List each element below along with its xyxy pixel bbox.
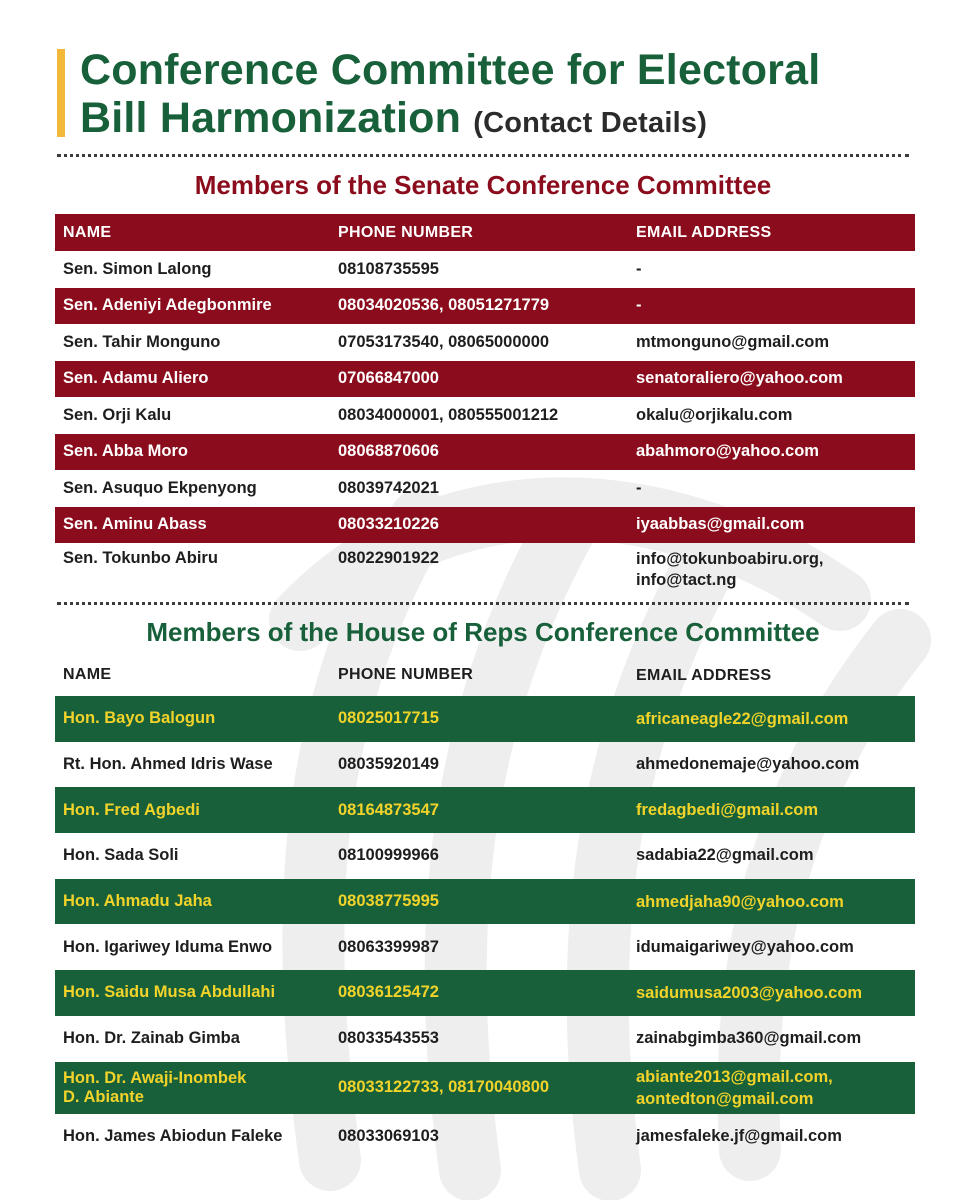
member-name: Hon. Sada Soli [63, 846, 179, 865]
column-header-phone: PHONE NUMBER [338, 666, 474, 683]
member-name [55, 1069, 338, 1107]
table-row [55, 1016, 915, 1062]
member-name: Sen. Abba Moro [63, 442, 188, 461]
title-line-2: Bill Harmonization [80, 94, 462, 142]
member-phone: 08033122733, 08170040800 [338, 1078, 550, 1096]
table-row [55, 361, 915, 398]
member-email: idumaigariwey@yahoo.com [636, 937, 854, 956]
column-header-phone: PHONE NUMBER [338, 223, 474, 241]
member-name: Sen. Asuquo Ekpenyong [63, 478, 257, 497]
member-email: sadabia22@gmail.com [636, 846, 814, 865]
member-phone: 08035920149 [338, 755, 439, 774]
house-section-heading: Members of the House of Reps Conference Committee [146, 617, 820, 647]
member-email: fredagbedi@gmail.com [636, 801, 819, 820]
member-name: Hon. Dr. Zainab Gimba [63, 1029, 240, 1048]
member-phone: 08068870606 [338, 442, 439, 461]
member-email [636, 549, 915, 591]
table-row [55, 434, 915, 471]
member-email-line-2: info@tact.ng [636, 571, 737, 589]
table-row [55, 1114, 915, 1160]
title-line-1: Conference Committee for Electoral [80, 46, 821, 94]
member-name: Rt. Hon. Ahmed Idris Wase [63, 755, 273, 774]
member-email [636, 1066, 915, 1110]
member-phone: 08063399987 [338, 937, 439, 956]
table-row [55, 742, 915, 788]
table-row [55, 470, 915, 507]
member-phone: 08022901922 [338, 549, 439, 567]
column-header-email: EMAIL ADDRESS [636, 666, 772, 684]
table-row [55, 507, 915, 544]
member-email: abahmoro@yahoo.com [636, 442, 819, 461]
member-name: Hon. Ahmadu Jaha [63, 892, 212, 911]
page-title [80, 46, 820, 147]
table-row [55, 879, 915, 925]
house-table [55, 654, 915, 1159]
divider-middle [57, 602, 909, 605]
member-name: Hon. Igariwey Iduma Enwo [63, 937, 273, 956]
member-email-line-1: abiante2013@gmail.com, [636, 1067, 833, 1086]
member-email-line-2: aontedton@gmail.com [636, 1089, 814, 1108]
member-email: - [636, 259, 642, 278]
member-email: zainabgimba360@gmail.com [636, 1029, 862, 1048]
member-name: Sen. Aminu Abass [63, 515, 207, 534]
column-header-name: NAME [63, 666, 112, 683]
member-phone: 08033069103 [338, 1126, 439, 1145]
member-phone: 08100999966 [338, 846, 439, 865]
member-email: senatoraliero@yahoo.com [636, 369, 843, 388]
table-row [55, 251, 915, 288]
member-name: Sen. Simon Lalong [63, 259, 212, 278]
member-email: saidumusa2003@yahoo.com [636, 983, 863, 1002]
member-email: - [636, 478, 642, 497]
member-email: africaneagle22@gmail.com [636, 709, 849, 728]
member-phone: 08034000001, 080555001212 [338, 405, 559, 424]
member-name: Hon. James Abiodun Faleke [63, 1126, 283, 1145]
member-name: Sen. Tahir Monguno [63, 332, 221, 351]
member-name: Sen. Tokunbo Abiru [63, 549, 218, 567]
table-row [55, 970, 915, 1016]
member-name: Hon. Fred Agbedi [63, 800, 200, 819]
title-accent-bar [57, 49, 65, 137]
member-name: Hon. Saidu Musa Abdullahi [63, 983, 276, 1002]
house-table-header [55, 654, 915, 696]
member-phone: 08039742021 [338, 478, 439, 497]
member-name: Sen. Orji Kalu [63, 405, 172, 424]
table-row [55, 696, 915, 742]
member-email: jamesfaleke.jf@gmail.com [636, 1126, 842, 1145]
member-phone: 07066847000 [338, 369, 439, 388]
member-email: ahmedonemaje@yahoo.com [636, 755, 860, 774]
member-phone: 08033210226 [338, 515, 439, 534]
member-name: Sen. Adeniyi Adegbonmire [63, 296, 272, 315]
member-email: ahmedjaha90@yahoo.com [636, 892, 844, 911]
table-row [55, 1062, 915, 1114]
table-row [55, 787, 915, 833]
member-phone: 07053173540, 08065000000 [338, 332, 550, 351]
member-email-line-1: info@tokunboabiru.org, [636, 550, 824, 568]
member-email: iyaabbas@gmail.com [636, 515, 805, 534]
member-phone: 08033543553 [338, 1029, 439, 1048]
member-phone: 08036125472 [338, 983, 439, 1002]
title-subtitle: (Contact Details) [473, 107, 708, 139]
member-phone: 08108735595 [338, 259, 439, 278]
divider-top [57, 154, 909, 157]
senate-table [55, 214, 915, 594]
member-name: Hon. Bayo Balogun [63, 709, 216, 728]
member-phone: 08164873547 [338, 800, 439, 819]
member-email: okalu@orjikalu.com [636, 405, 793, 424]
column-header-email: EMAIL ADDRESS [636, 224, 772, 241]
table-row [55, 924, 915, 970]
senate-section-heading: Members of the Senate Conference Committee [194, 170, 772, 200]
table-row [55, 324, 915, 361]
member-email: mtmonguno@gmail.com [636, 332, 830, 351]
member-name: Sen. Adamu Aliero [63, 369, 209, 388]
column-header-name: NAME [63, 223, 112, 241]
table-row [55, 288, 915, 325]
member-name-line-2: D. Abiante [63, 1087, 144, 1106]
member-name-line-1: Hon. Dr. Awaji-Inombek [63, 1068, 247, 1087]
member-phone: 08038775995 [338, 892, 439, 911]
table-row [55, 833, 915, 879]
member-phone: 08025017715 [338, 709, 439, 728]
member-email: - [636, 296, 642, 315]
member-phone: 08034020536, 08051271779 [338, 296, 550, 315]
senate-table-header [55, 214, 915, 251]
table-row [55, 397, 915, 434]
table-row [55, 543, 915, 594]
